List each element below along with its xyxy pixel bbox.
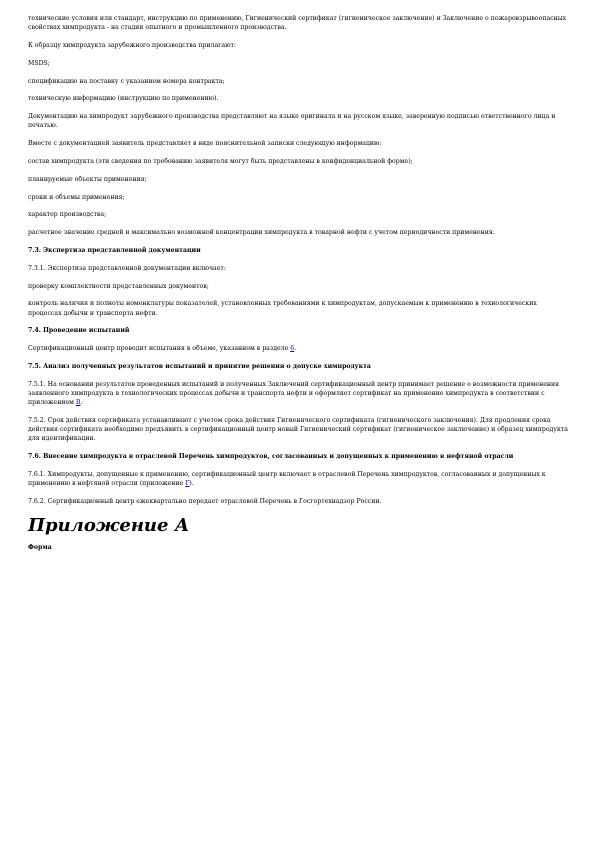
paragraph: К образцу химпродукта зарубежного производства прилагают: [28, 42, 236, 49]
paragraph: расчетное значение средней и максимально возможной концентрации химпродукта в товарной нефти с учетом периодичности применения. [28, 229, 495, 237]
paragraph: техническую информацию (инструкцию по применению). [28, 95, 219, 103]
paragraph: проверку комплектности представленных документов; [28, 282, 209, 290]
appendix-title: Приложение А [28, 514, 190, 536]
text: 7.5.1. На основании результатов проведенных испытаний и полученных Заключений сертификационный центр принимает решение о возможности применения заявленного химпродукта в технологических процессах добычи и транспорта нефти и оформляет сертификат на применение химпродукта в соответствии с приложением [28, 380, 560, 407]
form-label: Форма [28, 543, 52, 551]
paragraph: контроль наличия и полноты номенклатуры показателей, установленных требованиями к химпродуктам, допускаемым к применению в технологических процессах добычи и транспорта нефти. [28, 300, 537, 317]
section-heading-7-6: 7.6. Внесение химпродукта в отраслевой Перечень химпродуктов, согласованных и допущенных к применению в нефтяной отрасли [28, 453, 514, 461]
link-appendix-g[interactable]: Г [185, 480, 190, 488]
paragraph [28, 470, 568, 488]
text: . [80, 399, 83, 407]
paragraph: Документацию на химпродукт зарубежного производства представляют на языке оригинала и на русском языке, заверенную подписью ответственного лица и печатью. [28, 113, 556, 130]
paragraph: сроки и объемы применения; [28, 193, 125, 201]
text: 7.6.1. Химпродукты, допущенные к применению, сертификационный центр включает в отраслевой Перечень химпродуктов, согласованных и допущенных к применению в нефтяной отрасли (приложение [28, 470, 546, 488]
section-heading-7-4: 7.4. Проведение испытаний [28, 327, 130, 335]
paragraph: 7.3.1. Экспертиза представленной документации включает: [28, 264, 226, 272]
paragraph: технические условия или стандарт, инструкцию по применению, Гигиенический сертификат (гигиеническое заключение) и Заключение о пожаровзрывоопасных свойствах химпродукта - на стадии опытного и промышленного производства. [28, 15, 567, 32]
paragraph: MSDS; [28, 59, 50, 67]
paragraph [28, 344, 568, 353]
section-heading-7-5: 7.5. Анализ полученных результатов испытаний и принятие решения о допуске химпродукта [28, 362, 371, 370]
link-appendix-v[interactable]: В [75, 399, 81, 407]
paragraph: 7.5.2. Срок действия сертификата устанавливают с учетом срока действия Гигиенического сертификата (гигиенического заключения). Для продления срока действия сертификата необходимо предъявить в сертификационный центр новый Гигиенический сертификат (гигиеническое заключение) и образец химпродукта для идентификации. [28, 416, 568, 443]
text: . [294, 345, 297, 353]
paragraph: планируемые объекты применения; [28, 175, 147, 183]
paragraph [28, 380, 568, 408]
paragraph: Вместе с документацией заявитель представляет в виде пояснительной записки следующую информацию: [28, 140, 382, 148]
paragraph: характер производства; [28, 211, 107, 219]
link-section-6[interactable]: 6 [290, 345, 295, 353]
paragraph: 7.6.2. Сертификационный центр ежеквартально передает отраслевой Перечень в Госгортехнадзор России. [28, 497, 382, 505]
text: ). [189, 480, 194, 488]
paragraph: спецификацию на поставку с указанием номера контракта; [28, 77, 225, 85]
paragraph: состав химпродукта (эти сведения по требованию заявителя могут быть представлены в конфиденциальной форме); [28, 157, 413, 165]
section-heading-7-3: 7.3. Экспертиза представленной документации [28, 246, 201, 254]
text: Сертификационный центр проводит испытания в объеме, указанном в разделе [28, 345, 291, 353]
document-page [28, 14, 568, 552]
